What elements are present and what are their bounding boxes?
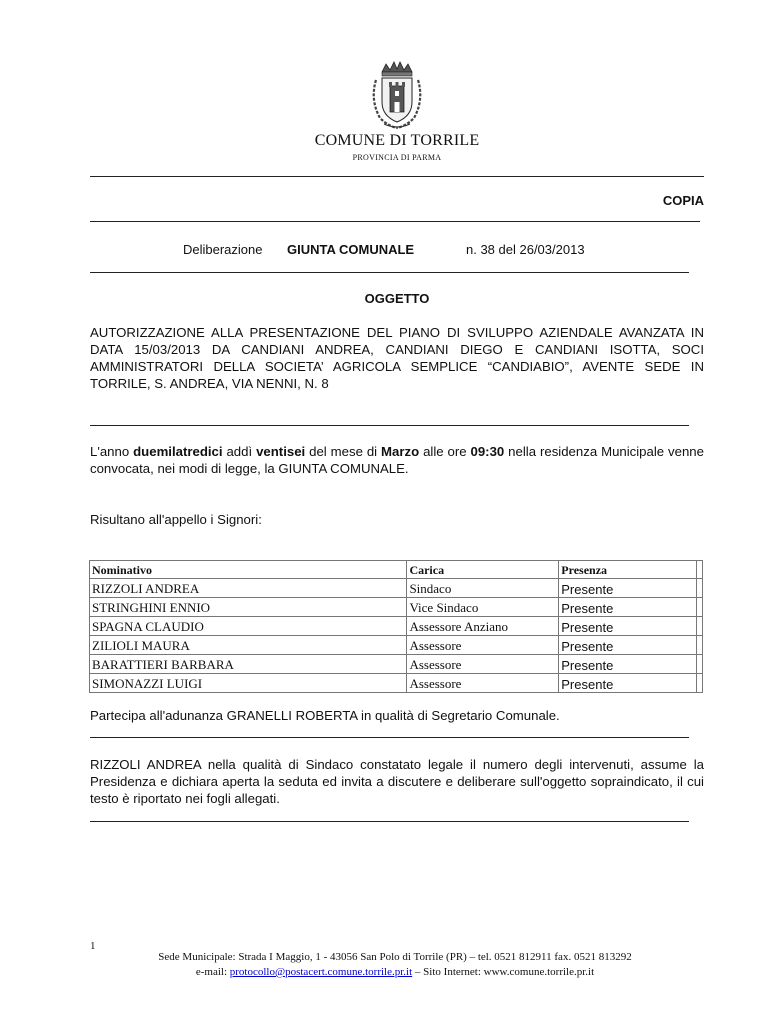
deliberazione-label: Deliberazione bbox=[183, 242, 263, 257]
table-gutter bbox=[697, 636, 703, 655]
table-gutter bbox=[697, 598, 703, 617]
carica-cell: Assessore bbox=[407, 655, 559, 674]
table-gutter bbox=[697, 674, 703, 693]
page-number: 1 bbox=[90, 940, 96, 952]
nominativo-cell: ZILIOLI MAURA bbox=[90, 636, 407, 655]
presidenza-divider bbox=[90, 821, 689, 822]
presenza-cell: Presente bbox=[559, 617, 697, 636]
carica-cell: Assessore bbox=[407, 674, 559, 693]
nominativo-cell: BARATTIERI BARBARA bbox=[90, 655, 407, 674]
header-nominativo: Nominativo bbox=[90, 561, 407, 579]
copia-label: COPIA bbox=[662, 193, 704, 208]
provincia-name: PROVINCIA DI PARMA bbox=[352, 153, 442, 162]
table-gutter bbox=[697, 655, 703, 674]
table-row bbox=[90, 579, 703, 598]
ora-value: 09:30 bbox=[470, 444, 505, 459]
comune-crest-logo bbox=[368, 60, 426, 132]
deliberazione-number: n. 38 del 26/03/2013 bbox=[466, 242, 585, 257]
header-presenza: Presenza bbox=[559, 561, 697, 579]
table-gutter bbox=[697, 617, 703, 636]
footer-site: – Sito Internet: www.comune.torrile.pr.it bbox=[412, 966, 595, 978]
table-row bbox=[90, 655, 703, 674]
giorno-value: ventisei bbox=[256, 444, 306, 459]
presenza-cell: Presente bbox=[559, 674, 697, 693]
table-row bbox=[90, 674, 703, 693]
table-gutter bbox=[697, 579, 703, 598]
convocazione-text: L'anno duemilatredici addì ventisei del mese di Marzo alle ore 09:30 nella residenza Municipale venne convocata, nei modi di legge, la GIUNTA COMUNALE. bbox=[90, 444, 704, 476]
copia-divider bbox=[90, 221, 700, 222]
header-divider bbox=[90, 176, 704, 177]
segretario-text: Partecipa all'adunanza GRANELLI ROBERTA in qualità di Segretario Comunale. bbox=[90, 708, 560, 723]
email-link[interactable]: protocollo@postacert.comune.torrile.pr.it bbox=[229, 966, 413, 978]
presenza-cell: Presente bbox=[559, 636, 697, 655]
oggetto-text: AUTORIZZAZIONE ALLA PRESENTAZIONE DEL PIANO DI SVILUPPO AZIENDALE AVANZATA IN DATA 15/03/2013 DA CANDIANI ANDREA, CANDIANI DIEGO E CANDIANI ISOTTA, SOCI AMMINISTRATORI DELLA SOCIETA’ AGRICOLA SEMPLICE “CANDIABIO”, AVENTE SEDE IN TORRILE, S. ANDREA, VIA NENNI, N. 8 bbox=[90, 325, 704, 391]
comune-name: COMUNE DI TORRILE bbox=[314, 132, 480, 149]
presenza-cell: Presente bbox=[559, 598, 697, 617]
mese-value: Marzo bbox=[381, 444, 420, 459]
footer-contacts: e-mail: protocollo@postacert.comune.torrile.pr.it – Sito Internet: www.comune.torrile.pr.it bbox=[195, 966, 595, 978]
oggetto-heading: OGGETTO bbox=[364, 291, 430, 306]
carica-cell: Vice Sindaco bbox=[407, 598, 559, 617]
nominativo-cell: SIMONAZZI LUIGI bbox=[90, 674, 407, 693]
footer-address: Sede Municipale: Strada I Maggio, 1 - 43056 San Polo di Torrile (PR) – tel. 0521 812911 fax. 0521 813292 bbox=[158, 951, 632, 963]
appello-intro: Risultano all'appello i Signori: bbox=[90, 512, 262, 527]
table-row bbox=[90, 617, 703, 636]
table-header-row bbox=[90, 561, 703, 579]
oggetto-divider bbox=[90, 425, 689, 426]
presenza-cell: Presente bbox=[559, 579, 697, 598]
deliberazione-divider bbox=[90, 272, 689, 273]
presenza-cell: Presente bbox=[559, 655, 697, 674]
segretario-divider bbox=[90, 737, 689, 738]
presidenza-text: RIZZOLI ANDREA nella qualità di Sindaco constatato legale il numero degli intervenuti, assume la Presidenza e dichiara aperta la seduta ed invita a discutere e deliberare sull'oggetto sopraindicato, il cui testo è riportato nei fogli allegati. bbox=[90, 757, 704, 806]
table-gutter bbox=[697, 561, 703, 579]
nominativo-cell: STRINGHINI ENNIO bbox=[90, 598, 407, 617]
carica-cell: Assessore Anziano bbox=[407, 617, 559, 636]
carica-cell: Sindaco bbox=[407, 579, 559, 598]
table-row bbox=[90, 636, 703, 655]
header-carica: Carica bbox=[407, 561, 559, 579]
nominativo-cell: SPAGNA CLAUDIO bbox=[90, 617, 407, 636]
appello-table bbox=[89, 560, 703, 693]
anno-value: duemilatredici bbox=[133, 444, 223, 459]
nominativo-cell: RIZZOLI ANDREA bbox=[90, 579, 407, 598]
table-row bbox=[90, 598, 703, 617]
carica-cell: Assessore bbox=[407, 636, 559, 655]
deliberazione-body: GIUNTA COMUNALE bbox=[287, 242, 415, 257]
